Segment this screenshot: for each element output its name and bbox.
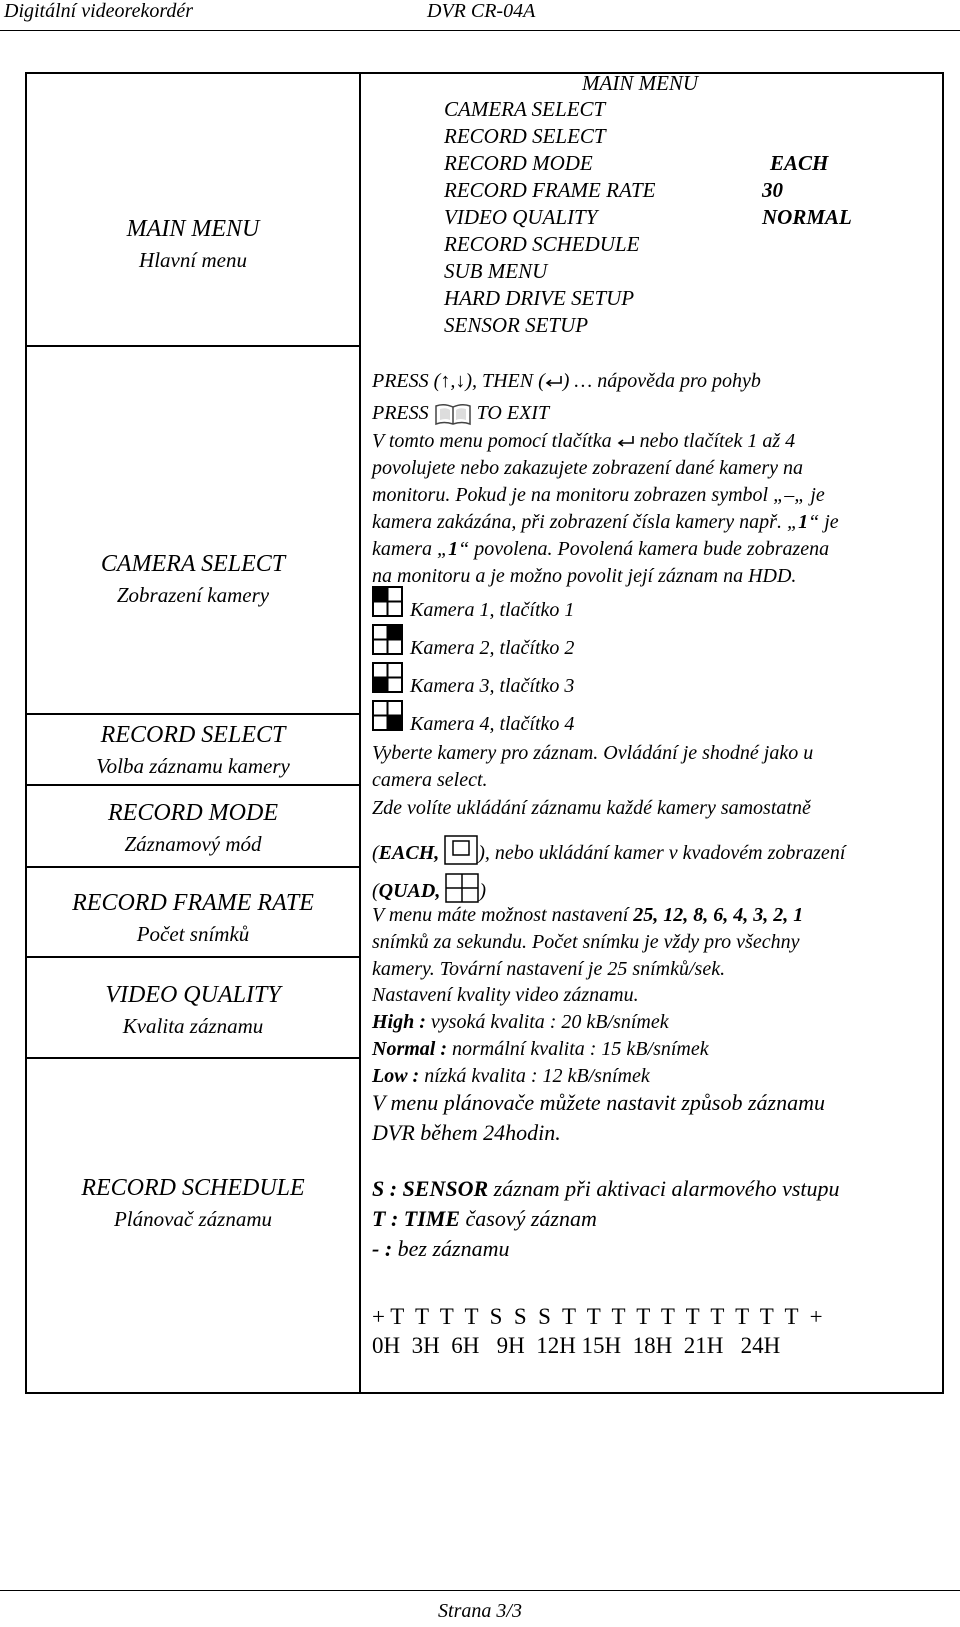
frame-rate-label: RECORD FRAME RATE Počet snímků <box>72 890 314 946</box>
page-number: Strana 3/3 <box>438 1600 522 1622</box>
menu-item: RECORD SELECT <box>444 124 606 148</box>
video-quality-description: Nastavení kvality video záznamu. High : vysoká kvalita : 20 kB/snímek Normal : normální kvalita : 15 kB/snímek Low : nízká kvalita : 12 kB/snímek <box>372 984 709 1087</box>
row-divider <box>25 713 359 715</box>
menu-item: CAMERA SELECT <box>444 97 606 121</box>
row-divider <box>25 956 359 958</box>
record-mode-quad: (QUAD, ) <box>372 873 486 905</box>
enter-icon <box>617 430 635 452</box>
menu-value-rate: 30 <box>762 178 783 202</box>
video-quality-label: VIDEO QUALITY Kvalita záznamu <box>105 982 281 1038</box>
record-mode-each: (EACH, ), nebo ukládání kamer v kvadovém zobrazení <box>372 835 845 867</box>
row-divider <box>25 1057 359 1059</box>
menu-value-mode: EACH <box>770 151 829 175</box>
menu-title: MAIN MENU <box>582 71 699 95</box>
menu-item: VIDEO QUALITY <box>444 205 598 229</box>
camera-2-quad-icon <box>372 624 403 655</box>
camera-select-description: V tomto menu pomocí tlačítka nebo tlačítek 1 až 4 povolujete nebo zakazujete zobrazení dané kamery na monitoru. Pokud je na monitoru zobrazen symbol „–„ je kamera zakázána, při zobrazení čísla kamery např. „1“ je kamera „1“ povolena. Povolená kamera bude zobrazena na monitoru a je možno povolit její záznam na HDD. <box>372 430 839 587</box>
menu-item: SENSOR SETUP <box>444 313 589 337</box>
record-mode-description: Zde volíte ukládání záznamu každé kamery samostatně <box>372 797 811 819</box>
row-divider <box>25 866 359 868</box>
header-title: Digitální videorekordér <box>4 0 194 22</box>
camera-4-quad-icon <box>372 700 403 731</box>
menu-item: SUB MENU <box>444 259 548 283</box>
camera-4-label: Kamera 4, tlačítko 4 <box>410 713 575 735</box>
camera-select-label: CAMERA SELECT Zobrazení kamery <box>100 551 286 607</box>
footer-rule <box>0 1590 960 1591</box>
header-model: DVR CR-04A <box>427 0 536 22</box>
row-divider <box>25 345 359 347</box>
column-divider <box>359 72 361 1394</box>
menu-item: HARD DRIVE SETUP <box>444 286 635 310</box>
camera-3-label: Kamera 3, tlačítko 3 <box>410 675 575 697</box>
press-exit-hint: PRESS TO EXIT <box>372 402 550 424</box>
arrow-down-icon: ↓ <box>455 370 466 392</box>
menu-book-icon <box>434 402 472 424</box>
header-rule <box>0 30 960 31</box>
frame-rate-description: V menu máte možnost nastavení 25, 12, 8, 6, 4, 3, 2, 1 snímků za sekundu. Počet snímku je vždy pro všechny kamery. Tovární nastavení je 25 snímků/sek. <box>372 904 804 980</box>
schedule-legend: S : SENSOR záznam při aktivaci alarmového vstupu T : TIME časový záznam - : bez záznamu <box>372 1176 840 1261</box>
menu-item: RECORD SCHEDULE <box>444 232 640 256</box>
enter-icon <box>545 370 563 392</box>
record-select-label: RECORD SELECT Volba záznamu kamery <box>96 722 290 778</box>
row-divider <box>25 784 359 786</box>
camera-1-label: Kamera 1, tlačítko 1 <box>410 599 575 621</box>
record-mode-label: RECORD MODE Záznamový mód <box>108 800 278 856</box>
schedule-description: V menu plánovače můžete nastavit způsob záznamu DVR během 24hodin. <box>372 1090 825 1145</box>
quad-view-icon <box>445 880 479 902</box>
record-schedule-label: RECORD SCHEDULE Plánovač záznamu <box>81 1175 305 1231</box>
schedule-hours: 0H 3H 6H 9H 12H 15H 18H 21H 24H <box>372 1333 781 1358</box>
press-navigation-hint: PRESS (↑,↓), THEN ( ) … nápověda pro pohyb <box>372 370 761 392</box>
menu-item: RECORD MODE <box>444 151 593 175</box>
camera-2-label: Kamera 2, tlačítko 2 <box>410 637 575 659</box>
menu-value-quality: NORMAL <box>762 205 852 229</box>
main-menu-label: MAIN MENU Hlavní menu <box>126 216 260 272</box>
menu-item: RECORD FRAME RATE <box>444 178 656 202</box>
camera-3-quad-icon <box>372 662 403 693</box>
schedule-timeline: + T T T T S S S T T T T T T T T T T + <box>372 1304 823 1329</box>
arrow-up-icon: ↑ <box>440 370 451 392</box>
record-select-description: Vyberte kamery pro záznam. Ovládání je shodné jako u camera select. <box>372 742 814 791</box>
menu-items <box>444 96 656 339</box>
camera-1-quad-icon <box>372 586 403 617</box>
single-view-icon <box>444 842 478 864</box>
